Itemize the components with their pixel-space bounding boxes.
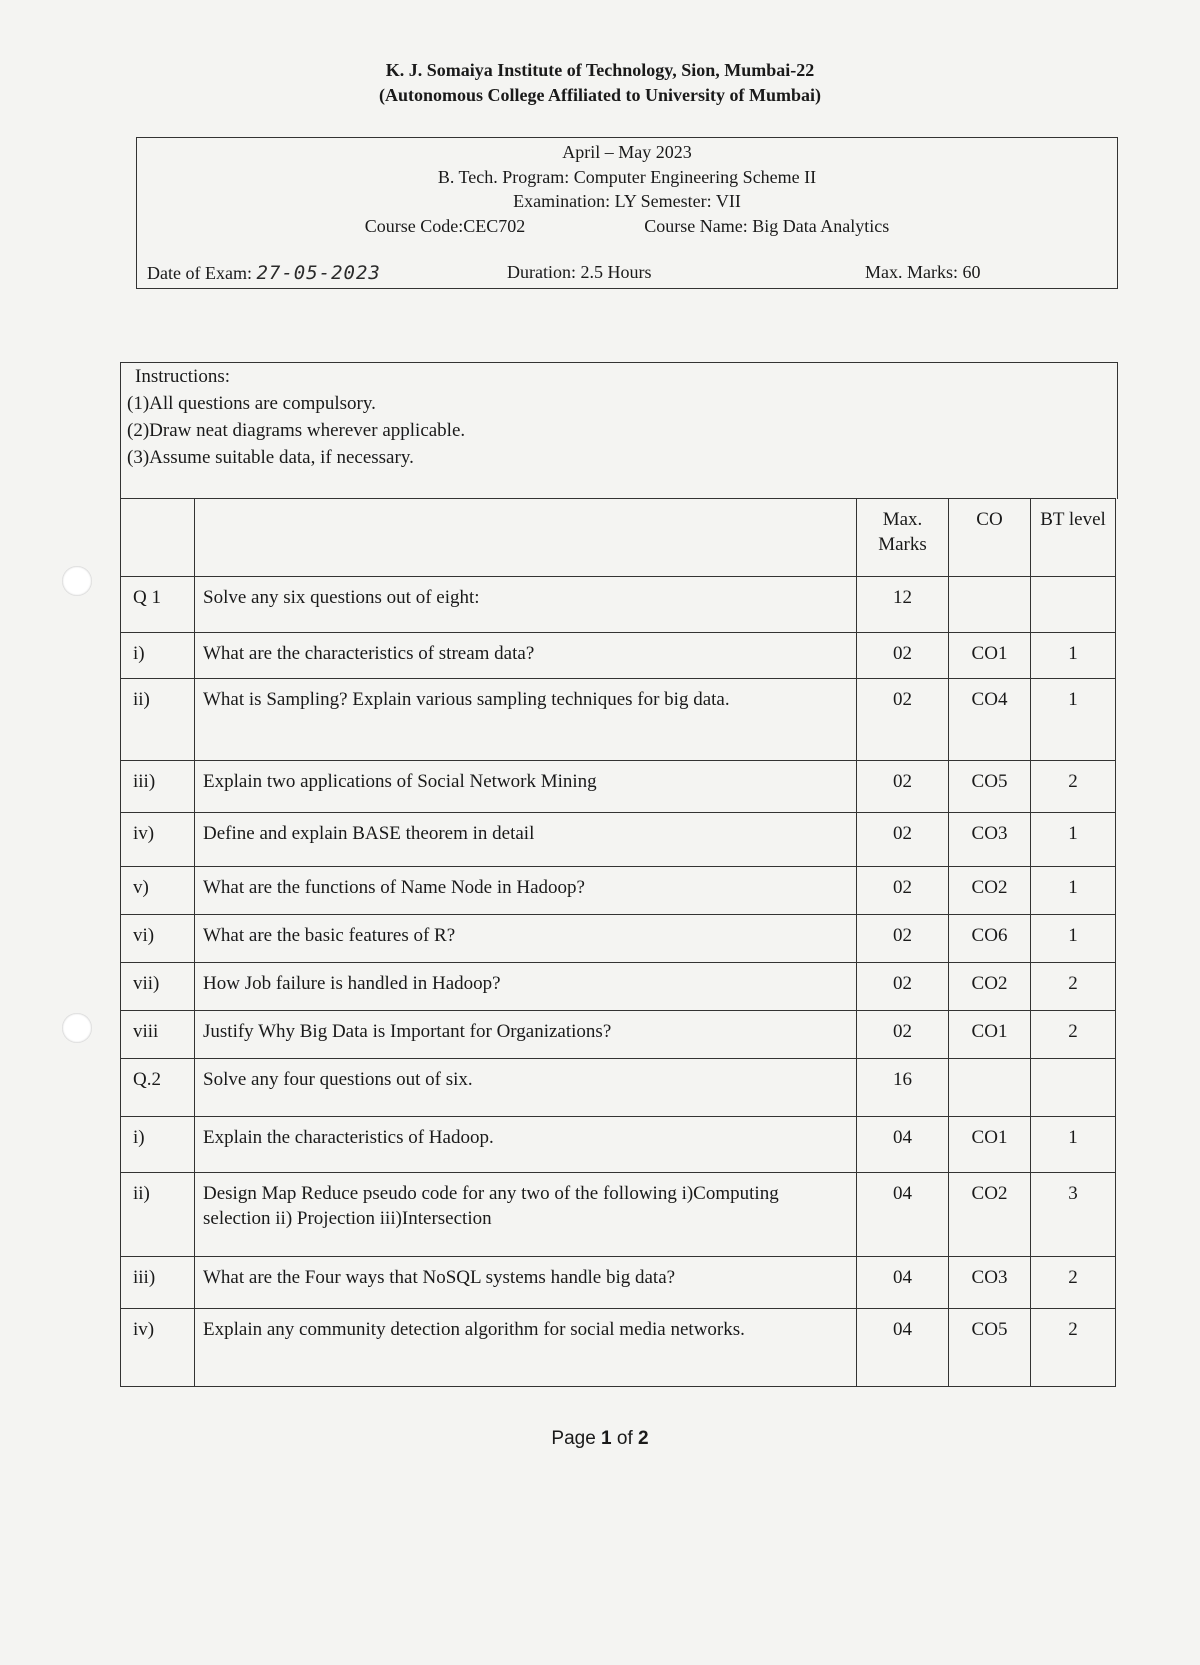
instructions-box — [120, 362, 1118, 499]
question-marks: 02 — [857, 679, 949, 761]
table-row — [121, 1011, 1116, 1059]
table-row — [121, 915, 1116, 963]
examination: Examination: LY Semester: VII — [513, 191, 741, 211]
question-marks: 02 — [857, 867, 949, 915]
question-text: What is Sampling? Explain various sampling techniques for big data. — [195, 679, 857, 761]
question-text: Define and explain BASE theorem in detail — [195, 813, 857, 867]
page-number — [0, 1428, 1200, 1450]
question-co: CO1 — [949, 1011, 1031, 1059]
question-number: iii) — [121, 1257, 195, 1309]
institute-name: K. J. Somaiya Institute of Technology, Sion, Mumbai-22 — [385, 60, 815, 80]
question-co: CO1 — [949, 1117, 1031, 1173]
punch-hole-top — [62, 566, 92, 596]
question-text: How Job failure is handled in Hadoop? — [195, 963, 857, 1011]
question-number: ii) — [121, 1173, 195, 1257]
question-number: iii) — [121, 761, 195, 813]
question-co: CO5 — [949, 761, 1031, 813]
institute-header — [0, 58, 1200, 108]
question-bt: 2 — [1031, 761, 1116, 813]
instruction-1: (1)All questions are compulsory. — [127, 393, 376, 414]
question-text: What are the basic features of R? — [195, 915, 857, 963]
question-bt: 2 — [1031, 1011, 1116, 1059]
question-bt: 3 — [1031, 1173, 1116, 1257]
question-co: CO3 — [949, 813, 1031, 867]
question-text: Design Map Reduce pseudo code for any two of the following i)Computing selection ii) Projection iii)Intersection — [195, 1173, 857, 1257]
table-row — [121, 1309, 1116, 1387]
question-number: vi) — [121, 915, 195, 963]
question-bt: 1 — [1031, 867, 1116, 915]
question-co: CO1 — [949, 633, 1031, 679]
question-number: iv) — [121, 1309, 195, 1387]
table-row — [121, 1117, 1116, 1173]
header-question — [195, 499, 857, 577]
course-code: Course Code:CEC702 — [364, 216, 526, 236]
question-co: CO6 — [949, 915, 1031, 963]
question-co: CO2 — [949, 867, 1031, 915]
question-text: Explain two applications of Social Network Mining — [195, 761, 857, 813]
question-number: vii) — [121, 963, 195, 1011]
page-prefix: Page — [551, 1428, 602, 1449]
table-row — [121, 633, 1116, 679]
question-number: i) — [121, 1117, 195, 1173]
question-number: viii — [121, 1011, 195, 1059]
question-text: What are the functions of Name Node in Hadoop? — [195, 867, 857, 915]
header-co: CO — [949, 499, 1031, 577]
instruction-2: (2)Draw neat diagrams wherever applicable. — [127, 420, 466, 441]
table-row — [121, 813, 1116, 867]
question-co: CO5 — [949, 1309, 1031, 1387]
question-co: CO3 — [949, 1257, 1031, 1309]
duration: Duration: 2.5 Hours — [507, 262, 652, 282]
question-marks: 12 — [857, 577, 949, 633]
course-name: Course Name: Big Data Analytics — [644, 216, 890, 236]
program: B. Tech. Program: Computer Engineering Scheme II — [437, 167, 817, 187]
page-current: 1 — [601, 1428, 612, 1449]
table-row — [121, 867, 1116, 915]
header-max-marks: Max. Marks — [857, 499, 949, 577]
question-number: ii) — [121, 679, 195, 761]
question-text: Explain the characteristics of Hadoop. — [195, 1117, 857, 1173]
question-text: Justify Why Big Data is Important for Organizations? — [195, 1011, 857, 1059]
question-text: What are the Four ways that NoSQL systems handle big data? — [195, 1257, 857, 1309]
question-co: CO2 — [949, 1173, 1031, 1257]
table-header-row — [121, 499, 1116, 577]
question-marks: 04 — [857, 1117, 949, 1173]
question-bt — [1031, 1059, 1116, 1117]
table-row — [121, 1173, 1116, 1257]
question-marks: 04 — [857, 1257, 949, 1309]
table-row — [121, 679, 1116, 761]
question-bt: 2 — [1031, 1309, 1116, 1387]
table-row — [121, 1257, 1116, 1309]
question-co: CO2 — [949, 963, 1031, 1011]
header-bt-level: BT level — [1031, 499, 1116, 577]
question-marks: 04 — [857, 1309, 949, 1387]
date-row — [147, 262, 1117, 284]
instructions-title: Instructions: — [135, 366, 230, 387]
exam-details-box — [136, 137, 1118, 289]
question-marks: 16 — [857, 1059, 949, 1117]
question-co: CO4 — [949, 679, 1031, 761]
question-text: Explain any community detection algorithm for social media networks. — [195, 1309, 857, 1387]
question-text: What are the characteristics of stream data? — [195, 633, 857, 679]
question-marks: 02 — [857, 915, 949, 963]
question-bt: 1 — [1031, 633, 1116, 679]
page-total: 2 — [638, 1428, 649, 1449]
table-row — [121, 963, 1116, 1011]
table-row — [121, 1059, 1116, 1117]
question-bt: 2 — [1031, 1257, 1116, 1309]
affiliation: (Autonomous College Affiliated to University of Mumbai) — [379, 85, 821, 105]
question-marks: 02 — [857, 1011, 949, 1059]
exam-session: April – May 2023 — [562, 142, 692, 162]
question-text: Solve any six questions out of eight: — [195, 577, 857, 633]
question-text: Solve any four questions out of six. — [195, 1059, 857, 1117]
instruction-3: (3)Assume suitable data, if necessary. — [127, 447, 414, 468]
course-line — [137, 216, 1117, 237]
date-value-handwritten: 27-05-2023 — [256, 262, 381, 284]
question-marks: 02 — [857, 963, 949, 1011]
question-number: v) — [121, 867, 195, 915]
header-num — [121, 499, 195, 577]
question-marks: 02 — [857, 813, 949, 867]
questions-table — [120, 498, 1116, 1387]
question-bt: 1 — [1031, 915, 1116, 963]
question-number: Q 1 — [121, 577, 195, 633]
question-bt — [1031, 577, 1116, 633]
question-marks: 02 — [857, 633, 949, 679]
question-bt: 1 — [1031, 679, 1116, 761]
date-label: Date of Exam: — [147, 263, 252, 283]
max-marks: Max. Marks: 60 — [865, 262, 981, 282]
question-number: i) — [121, 633, 195, 679]
page-mid: of — [611, 1428, 639, 1449]
question-co — [949, 1059, 1031, 1117]
question-bt: 1 — [1031, 1117, 1116, 1173]
question-co — [949, 577, 1031, 633]
question-marks: 02 — [857, 761, 949, 813]
question-marks: 04 — [857, 1173, 949, 1257]
table-row — [121, 577, 1116, 633]
question-number: Q.2 — [121, 1059, 195, 1117]
table-row — [121, 761, 1116, 813]
question-bt: 2 — [1031, 963, 1116, 1011]
question-number: iv) — [121, 813, 195, 867]
punch-hole-bottom — [62, 1013, 92, 1043]
question-bt: 1 — [1031, 813, 1116, 867]
